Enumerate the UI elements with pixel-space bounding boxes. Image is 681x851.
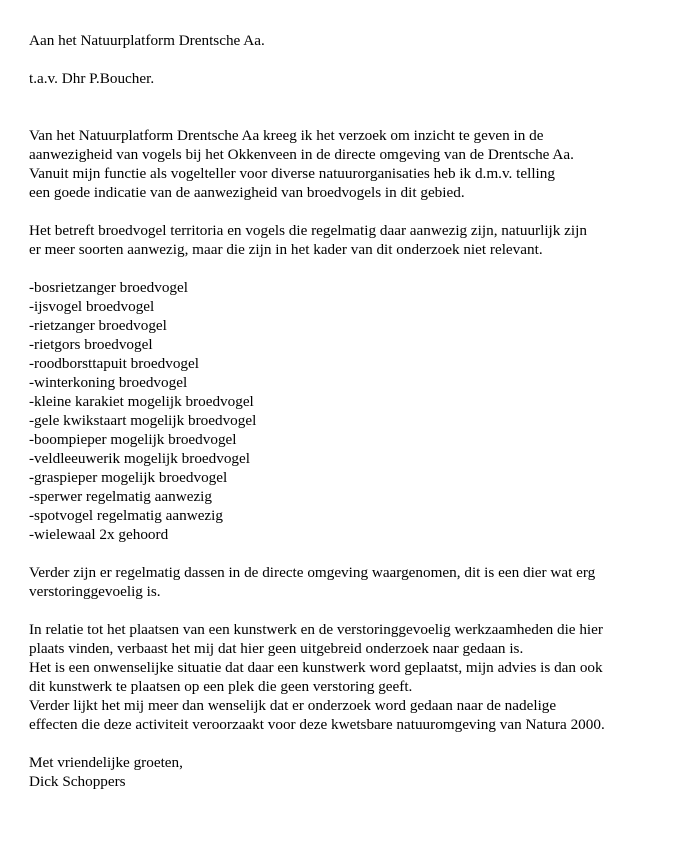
closing-salutation: Met vriendelijke groeten, [29, 754, 183, 771]
spacer [29, 601, 669, 620]
spacer [29, 544, 669, 563]
intro-line: aanwezigheid van vogels bij het Okkenveen in de directe omgeving van de Drentsche Aa. [29, 146, 574, 163]
bird-list-item: -wielewaal 2x gehoord [29, 526, 169, 543]
conclusion-line: In relatie tot het plaatsen van een kunstwerk en de verstoringgevoelig werkzaamheden die hier [29, 621, 603, 638]
signature-name: Dick Schoppers [29, 773, 126, 790]
conclusion-line: Verder lijkt het mij meer dan wenselijk dat er onderzoek word gedaan naar de nadelige [29, 697, 557, 714]
spacer [29, 50, 669, 69]
spacer [29, 734, 669, 753]
letter-page [29, 31, 669, 791]
badger-line: verstoringgevoelig is. [29, 583, 161, 600]
bird-list-item: -roodborsttapuit broedvogel [29, 355, 199, 372]
intro-line: Vanuit mijn functie als vogelteller voor diverse natuurorganisaties heb ik d.m.v. telling [29, 165, 555, 182]
bird-list [29, 278, 669, 544]
conclusion-line: Het is een onwenselijke situatie dat daar een kunstwerk word geplaatst, mijn advies is dan ook [29, 659, 603, 676]
intro-paragraph [29, 126, 669, 202]
conclusion-line: dit kunstwerk te plaatsen op een plek die geen verstoring geeft. [29, 678, 413, 695]
scope-line: Het betreft broedvogel territoria en vogels die regelmatig daar aanwezig zijn, natuurlijk zijn [29, 222, 587, 239]
bird-list-item: -bosrietzanger broedvogel [29, 279, 188, 296]
bird-list-item: -graspieper mogelijk broedvogel [29, 469, 228, 486]
conclusion-line: plaats vinden, verbaast het mij dat hier geen uitgebreid onderzoek naar gedaan is. [29, 640, 524, 657]
bird-list-item: -sperwer regelmatig aanwezig [29, 488, 212, 505]
bird-list-item: -veldleeuwerik mogelijk broedvogel [29, 450, 250, 467]
intro-line: een goede indicatie van de aanwezigheid van broedvogels in dit gebied. [29, 184, 465, 201]
addressee: Aan het Natuurplatform Drentsche Aa. [29, 32, 265, 49]
bird-list-item: -gele kwikstaart mogelijk broedvogel [29, 412, 257, 429]
spacer [29, 88, 669, 126]
conclusion-paragraph [29, 620, 669, 734]
spacer [29, 259, 669, 278]
bird-list-item: -spotvogel regelmatig aanwezig [29, 507, 223, 524]
bird-list-item: -rietgors broedvogel [29, 336, 153, 353]
conclusion-line: effecten die deze activiteit veroorzaakt voor deze kwetsbare natuuromgeving van Natura 2000. [29, 716, 605, 733]
attention-line: t.a.v. Dhr P.Boucher. [29, 70, 155, 87]
scope-line: er meer soorten aanwezig, maar die zijn in het kader van dit onderzoek niet relevant. [29, 241, 543, 258]
bird-list-item: -kleine karakiet mogelijk broedvogel [29, 393, 254, 410]
intro-line: Van het Natuurplatform Drentsche Aa kreeg ik het verzoek om inzicht te geven in de [29, 127, 544, 144]
bird-list-item: -ijsvogel broedvogel [29, 298, 155, 315]
spacer [29, 202, 669, 221]
bird-list-item: -rietzanger broedvogel [29, 317, 167, 334]
badger-line: Verder zijn er regelmatig dassen in de directe omgeving waargenomen, dit is een dier wat erg [29, 564, 596, 581]
badger-paragraph [29, 563, 669, 601]
bird-list-item: -winterkoning broedvogel [29, 374, 188, 391]
bird-list-item: -boompieper mogelijk broedvogel [29, 431, 237, 448]
scope-paragraph [29, 221, 669, 259]
